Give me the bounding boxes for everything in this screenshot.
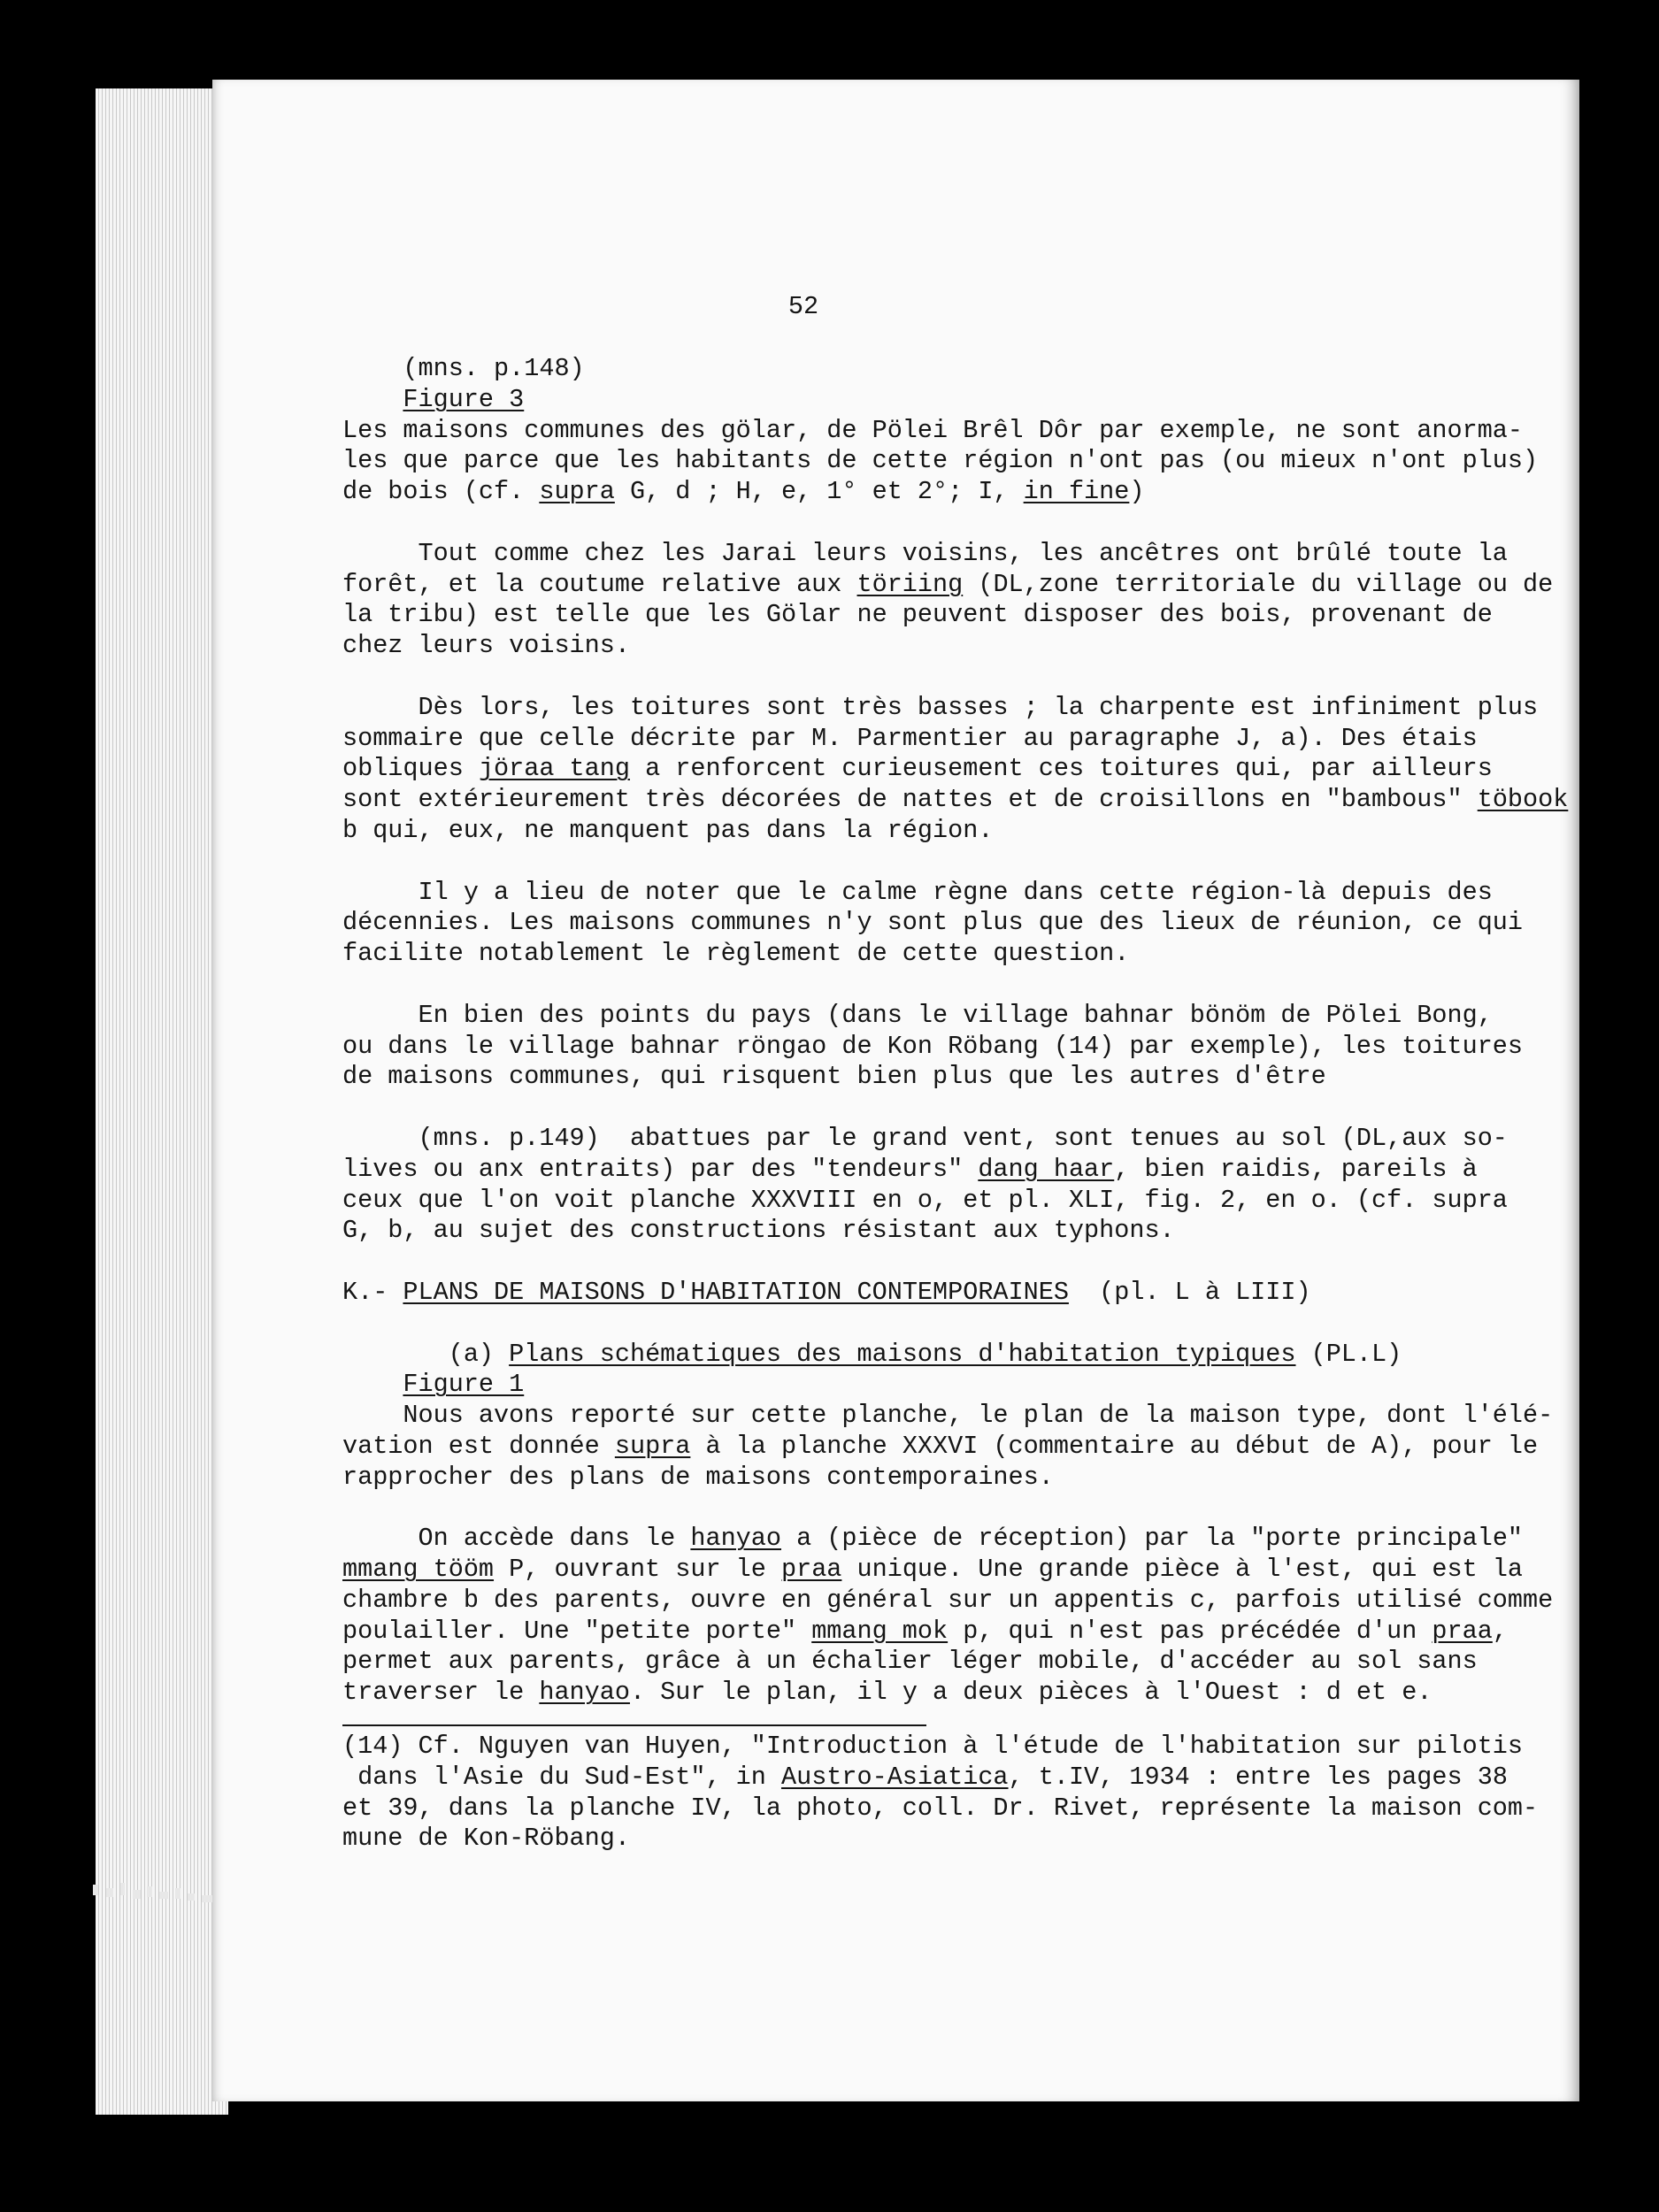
book-page-edges — [96, 88, 228, 2115]
text-line — [342, 1401, 1555, 1432]
text-run: Tout comme chez les Jarai leurs voisins, les ancêtres ont brûlé toute la — [342, 538, 1508, 568]
text-run: à la planche XXXVI (commentaire au début de A), pour le — [690, 1431, 1539, 1461]
text-run: G, d ; H, e, 1° et 2°; I, — [614, 477, 1024, 507]
footnote — [342, 1732, 1555, 1855]
text-line — [342, 1555, 1555, 1586]
text-line — [342, 1340, 1555, 1371]
text-line — [342, 1093, 1555, 1124]
text-line — [342, 816, 1555, 847]
text-run — [342, 1370, 403, 1399]
underlined-term: Plans schématiques des maisons d'habitation typiques — [509, 1339, 1296, 1369]
text-line — [342, 939, 1555, 970]
text-line — [342, 970, 1555, 1001]
text-line — [342, 1155, 1555, 1186]
text-run — [342, 385, 403, 414]
text-line — [342, 1032, 1555, 1063]
text-run: a renforcent curieusement ces toitures qui, par ailleurs — [629, 754, 1493, 784]
footnote-rule — [342, 1724, 926, 1726]
text-run: P, ouvrant sur le — [494, 1555, 781, 1585]
text-run: forêt, et la coutume relative aux — [342, 569, 857, 599]
footnote-line — [342, 1824, 1555, 1855]
text-run: K.- — [342, 1277, 403, 1307]
underlined-term: PLANS DE MAISONS D'HABITATION CONTEMPORAINES — [403, 1277, 1069, 1307]
text-run: sommaire que celle décrite par M. Parmentier au paragraphe J, a). Des étais — [342, 723, 1478, 753]
text-line — [342, 1309, 1555, 1340]
text-run: (PL.L) — [1295, 1339, 1402, 1369]
text-run: (mns. p.148) — [342, 354, 585, 383]
text-line — [342, 1524, 1555, 1555]
text-run: b qui, eux, ne manquent pas dans la région. — [342, 815, 994, 845]
text-run: permet aux parents, grâce à un échalier léger mobile, d'accéder au sol sans — [342, 1647, 1478, 1677]
underlined-term: töbook — [1477, 785, 1569, 815]
footnote-line — [342, 1793, 1555, 1824]
text-line — [342, 1370, 1555, 1401]
text-run: (14) Cf. Nguyen van Huyen, "Introduction à l'étude de l'habitation sur pilotis — [342, 1732, 1524, 1762]
text-run: a (pièce de réception) par la "porte principale" — [781, 1524, 1524, 1554]
text-run: chambre b des parents, ouvre en général sur un appentis c, parfois utilisé comme — [342, 1585, 1554, 1615]
text-line — [342, 446, 1555, 477]
text-line — [342, 878, 1555, 909]
text-run: . Sur le plan, il y a deux pièces à l'Ouest : d et e. — [629, 1678, 1432, 1708]
text-run: vation est donnée — [342, 1431, 615, 1461]
underlined-term: praa — [780, 1555, 842, 1585]
text-run: (a) — [342, 1339, 510, 1369]
document-page — [212, 80, 1579, 2101]
text-run: (mns. p.149) abattues par le grand vent, sont tenues au sol (DL,aux so- — [342, 1123, 1508, 1153]
text-line — [342, 477, 1555, 508]
text-run: lives ou anx entraits) par des "tendeurs" — [342, 1154, 979, 1184]
text-line — [342, 693, 1555, 724]
text-line — [342, 1186, 1555, 1217]
underlined-term: töriing — [856, 569, 964, 599]
text-line — [342, 631, 1555, 662]
text-run: décennies. Les maisons communes n'y sont plus que des lieux de réunion, ce qui — [342, 908, 1524, 938]
text-run: , — [1492, 1616, 1508, 1646]
text-line — [342, 1062, 1555, 1093]
text-line — [342, 754, 1555, 785]
underlined-term: supra — [539, 477, 615, 507]
text-line — [342, 1678, 1555, 1709]
text-line — [342, 1463, 1555, 1494]
underlined-term: mmang mok — [811, 1616, 949, 1646]
text-run: traverser le — [342, 1678, 540, 1708]
text-line — [342, 662, 1555, 693]
text-line — [342, 1247, 1555, 1278]
underlined-term: hanyao — [539, 1678, 630, 1708]
text-line — [342, 1001, 1555, 1032]
page-number: 52 — [787, 292, 819, 321]
text-run: sont extérieurement très décorées de nattes et de croisillons en "bambous" — [342, 785, 1478, 815]
underlined-term: in fine — [1023, 477, 1130, 507]
text-run: de maisons communes, qui risquent bien plus que les autres d'être — [342, 1062, 1326, 1092]
text-line — [342, 785, 1569, 816]
text-run: Dès lors, les toitures sont très basses ; la charpente est infiniment plus — [342, 692, 1539, 722]
underlined-term: Figure 3 — [403, 384, 525, 414]
text-line — [342, 1586, 1555, 1617]
text-line — [342, 724, 1555, 755]
text-line — [342, 847, 1555, 878]
text-run: (pl. L à LIII) — [1068, 1277, 1311, 1307]
text-line — [342, 570, 1555, 601]
text-run: , t.IV, 1934 : entre les pages 38 — [1008, 1762, 1508, 1792]
text-line — [342, 1647, 1555, 1678]
text-run: , bien raidis, pareils à — [1114, 1154, 1478, 1184]
text-run: En bien des points du pays (dans le village bahnar bönöm de Pölei Bong, — [342, 1000, 1493, 1030]
text-line — [342, 1617, 1555, 1647]
underlined-term: jöraa tang — [478, 754, 630, 784]
text-run: Nous avons reporté sur cette planche, le plan de la maison type, dont l'élé- — [342, 1401, 1554, 1431]
underlined-term: Figure 1 — [403, 1370, 525, 1400]
text-run: la tribu) est telle que les Gölar ne peuvent disposer des bois, provenant de — [342, 600, 1493, 630]
text-line — [342, 416, 1555, 447]
text-line — [342, 354, 1555, 385]
text-run: chez leurs voisins. — [342, 631, 630, 661]
underlined-term: mmang tööm — [342, 1555, 495, 1585]
underlined-term: hanyao — [690, 1524, 781, 1554]
text-line — [342, 1493, 1555, 1524]
footnote-line — [342, 1732, 1555, 1763]
body-text — [342, 354, 1569, 1709]
text-line — [342, 1124, 1555, 1155]
text-run: ou dans le village bahnar röngao de Kon Röbang (14) par exemple), les toitures — [342, 1031, 1524, 1061]
text-run: p, qui n'est pas précédée d'un — [948, 1616, 1432, 1646]
underlined-term: dang haar — [978, 1154, 1115, 1184]
text-run: dans l'Asie du Sud-Est", in — [342, 1762, 781, 1792]
text-line — [342, 508, 1555, 539]
text-line — [342, 1432, 1555, 1463]
underlined-term: supra — [614, 1431, 691, 1461]
footnote-line — [342, 1763, 1555, 1793]
text-run: unique. Une grande pièce à l'est, qui est la — [841, 1555, 1524, 1585]
text-line — [342, 1278, 1555, 1309]
text-run: poulailler. Une "petite porte" — [342, 1616, 812, 1646]
text-run: facilite notablement le règlement de cette question. — [342, 939, 1130, 969]
underlined-term: Austro-Asiatica — [780, 1762, 1009, 1792]
text-run: G, b, au sujet des constructions résistant aux typhons. — [342, 1216, 1175, 1246]
text-run: obliques — [342, 754, 479, 784]
text-line — [342, 385, 1555, 416]
text-run: Les maisons communes des gölar, de Pölei Brêl Dôr par exemple, ne sont anorma- — [342, 415, 1524, 445]
text-run: ceux que l'on voit planche XXXVIII en o, et pl. XLI, fig. 2, en o. (cf. supra — [342, 1185, 1508, 1215]
text-run: ) — [1129, 477, 1145, 507]
text-line — [342, 539, 1555, 570]
text-line — [342, 600, 1555, 631]
underlined-term: praa — [1432, 1616, 1493, 1646]
text-line — [342, 908, 1555, 939]
text-run: mune de Kon-Röbang. — [342, 1824, 630, 1854]
page-text — [342, 292, 1569, 1855]
text-run: On accède dans le — [342, 1524, 691, 1554]
text-line — [342, 1216, 1555, 1247]
text-run: (DL,zone territoriale du village ou de — [963, 569, 1554, 599]
text-run: et 39, dans la planche IV, la photo, coll. Dr. Rivet, représente la maison com- — [342, 1793, 1539, 1823]
text-run: rapprocher des plans de maisons contemporaines. — [342, 1462, 1054, 1492]
text-run: de bois (cf. — [342, 477, 540, 507]
text-run: Il y a lieu de noter que le calme règne dans cette région-là depuis des — [342, 877, 1493, 907]
text-run: les que parce que les habitants de cette région n'ont pas (ou mieux n'ont plus) — [342, 446, 1539, 476]
